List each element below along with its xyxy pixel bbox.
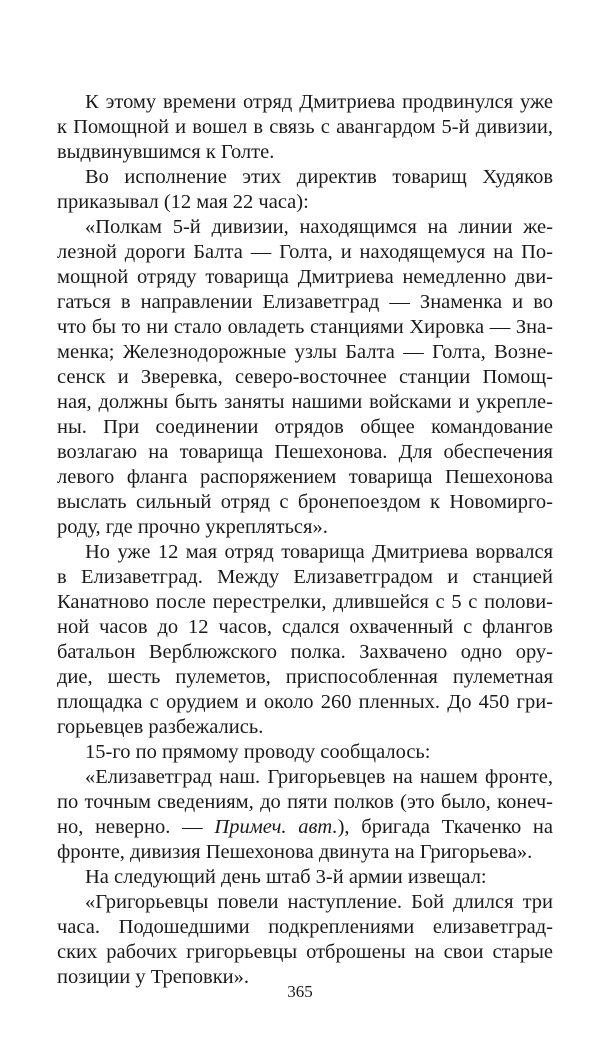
text-line (57, 140, 553, 165)
line-text: в Елизаветград. Между Елизаветградом и станцией (57, 566, 553, 588)
text-line (57, 640, 553, 665)
line-text: Но уже 12 мая отряд товарища Дмитриева ворвался (85, 541, 553, 563)
text-line (57, 115, 553, 140)
line-text: К этому времени отряд Дмитриева продвинулся уже (85, 91, 553, 113)
text-line (57, 265, 553, 290)
line-text: ная, должны быть заняты нашими войсками и укрепле- (57, 391, 553, 413)
text-line (57, 465, 553, 490)
text-line (57, 515, 553, 540)
body-text (57, 90, 553, 990)
text-line (57, 415, 553, 440)
line-text: площадка с орудием и около 260 пленных. До 450 гри- (57, 691, 553, 713)
line-text: левого фланга распоряжением товарища Пешехонова (57, 466, 553, 488)
line-text: «Елизаветград наш. Григорьевцев на нашем фронте, (85, 766, 553, 788)
text-line (57, 840, 553, 865)
line-text: мощной отряду товарища Дмитриева немедленно дви- (57, 266, 553, 288)
line-text: сенск и Зверевка, северо-восточнее станции Помощ- (57, 366, 553, 388)
line-text: что бы то ни стало овладеть станциями Хировка — Зна- (57, 316, 553, 338)
text-line (57, 715, 553, 740)
line-text: к Помощной и вошел в связь с авангардом 5-й дивизии, (57, 116, 553, 138)
text-line (57, 165, 553, 190)
text-line (57, 590, 553, 615)
line-text: фронте, дивизия Пешехонова двинута на Григорьева». (57, 841, 533, 863)
line-text: «Григорьевцы повели наступление. Бой длился три (85, 891, 553, 913)
text-line (57, 740, 553, 765)
text-line (57, 940, 553, 965)
line-text: дие, шесть пулеметов, приспособленная пулеметная (57, 666, 553, 688)
line-text: возлагаю на товарища Пешехонова. Для обеспечения (57, 441, 553, 463)
text-line (57, 440, 553, 465)
line-text: гаться в направлении Елизаветград — Знаменка и во (57, 291, 553, 313)
line-text: часа. Подошедшими подкреплениями елизаветград- (57, 916, 553, 938)
text-line (57, 865, 553, 890)
line-text: ских рабочих григорьевцы отброшены на свои старые (57, 941, 553, 963)
line-text: позиции у Треповки». (57, 966, 249, 988)
line-text: Канатново после перестрелки, длившейся с 5 с полови- (57, 591, 553, 613)
line-text: лезной дороги Балта — Голта, и находящемуся на По- (57, 241, 553, 263)
text-line (57, 240, 553, 265)
text-line (57, 365, 553, 390)
text-line (57, 815, 553, 840)
text-line (57, 490, 553, 515)
line-text: выдвинувшимся к Голте. (57, 141, 275, 163)
text-line (57, 90, 553, 115)
text-line (57, 790, 553, 815)
text-line (57, 665, 553, 690)
text-line (57, 290, 553, 315)
line-text: горьевцев разбежались. (57, 716, 264, 738)
line-text: «Полкам 5-й дивизии, находящимся на линии же- (85, 216, 553, 238)
text-line (57, 765, 553, 790)
line-text: выслать сильный отряд с бронепоездом к Новомирго- (57, 491, 553, 513)
line-text: менка; Железнодорожные узлы Балта — Голта, Возне- (57, 341, 553, 363)
line-text: роду, где прочно укрепляться». (57, 516, 328, 538)
line-text-continued: ), бригада Ткаченко на (337, 816, 554, 838)
text-line (57, 915, 553, 940)
text-line (57, 890, 553, 915)
editor-note: Примеч. авт. (214, 816, 338, 838)
text-line (57, 390, 553, 415)
line-text: ны. При соединении отрядов общее командование (57, 416, 553, 438)
line-text: 15-го по прямому проводу сообщалось: (85, 741, 431, 763)
text-line (57, 340, 553, 365)
text-line (57, 540, 553, 565)
line-text: На следующий день штаб 3-й армии извещал: (85, 866, 487, 888)
text-line (57, 690, 553, 715)
line-text: приказывал (12 мая 22 часа): (57, 191, 309, 213)
line-text: по точным сведениям, до пяти полков (это было, конеч- (57, 791, 553, 813)
text-line (57, 565, 553, 590)
text-line (57, 315, 553, 340)
text-line (57, 615, 553, 640)
line-text: Во исполнение этих директив товарищ Худяков (85, 166, 553, 188)
text-line (57, 215, 553, 240)
line-text: ной часов до 12 часов, сдался охваченный с флангов (57, 616, 553, 638)
line-text: батальон Верблюжского полка. Захвачено одно ору- (57, 641, 553, 663)
text-line (57, 190, 553, 215)
line-text: но, неверно. — (57, 816, 215, 838)
page-number: 365 (287, 982, 313, 1001)
